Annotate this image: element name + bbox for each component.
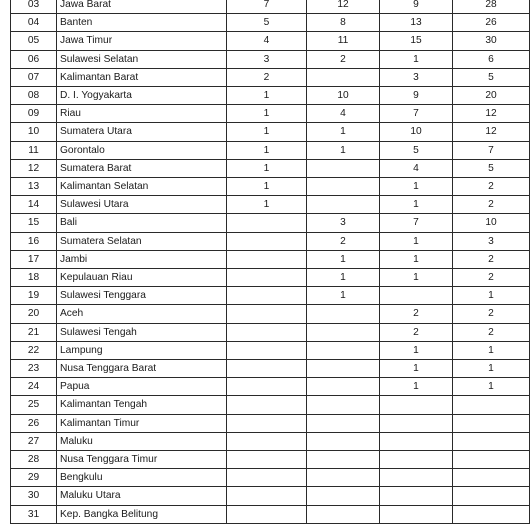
row-number-cell: 05	[11, 32, 57, 50]
value-cell-2: 2	[307, 232, 380, 250]
row-number-cell: 10	[11, 123, 57, 141]
value-cell-3: 1	[380, 196, 453, 214]
table-row	[11, 469, 530, 487]
table-row	[11, 0, 530, 14]
row-number-cell: 09	[11, 105, 57, 123]
value-cell-3	[380, 505, 453, 523]
value-cell-3: 1	[380, 378, 453, 396]
province-name-cell: Kalimantan Selatan	[57, 178, 227, 196]
row-number-cell: 23	[11, 360, 57, 378]
total-cell: 2	[453, 305, 530, 323]
total-cell: 7	[453, 141, 530, 159]
province-name-cell: Sulawesi Selatan	[57, 50, 227, 68]
value-cell-2: 1	[307, 269, 380, 287]
total-cell	[453, 451, 530, 469]
value-cell-2: 3	[307, 214, 380, 232]
value-cell-1	[227, 378, 307, 396]
value-cell-1	[227, 360, 307, 378]
row-number-cell: 24	[11, 378, 57, 396]
value-cell-1	[227, 505, 307, 523]
value-cell-2: 11	[307, 32, 380, 50]
table-row	[11, 432, 530, 450]
value-cell-3: 3	[380, 68, 453, 86]
table-row	[11, 360, 530, 378]
row-number-cell: 14	[11, 196, 57, 214]
value-cell-2	[307, 505, 380, 523]
value-cell-1	[227, 487, 307, 505]
row-number-cell: 26	[11, 414, 57, 432]
value-cell-2: 1	[307, 287, 380, 305]
table-row	[11, 396, 530, 414]
value-cell-3: 2	[380, 305, 453, 323]
table-row	[11, 305, 530, 323]
table-row	[11, 505, 530, 523]
value-cell-1: 1	[227, 196, 307, 214]
value-cell-1	[227, 269, 307, 287]
table-row	[11, 451, 530, 469]
total-cell: 10	[453, 214, 530, 232]
row-number-cell: 28	[11, 451, 57, 469]
province-name-cell: Banten	[57, 14, 227, 32]
value-cell-2	[307, 469, 380, 487]
value-cell-1	[227, 341, 307, 359]
value-cell-2	[307, 487, 380, 505]
table-row	[11, 232, 530, 250]
value-cell-1	[227, 432, 307, 450]
table-body	[11, 0, 530, 523]
total-cell: 30	[453, 32, 530, 50]
value-cell-3: 4	[380, 159, 453, 177]
total-cell: 5	[453, 159, 530, 177]
value-cell-2: 1	[307, 141, 380, 159]
value-cell-2	[307, 432, 380, 450]
value-cell-1: 1	[227, 105, 307, 123]
table-row	[11, 487, 530, 505]
total-cell: 1	[453, 341, 530, 359]
value-cell-2	[307, 159, 380, 177]
province-table	[10, 0, 530, 524]
value-cell-2: 2	[307, 50, 380, 68]
province-name-cell: Riau	[57, 105, 227, 123]
total-cell: 2	[453, 269, 530, 287]
province-name-cell: Nusa Tenggara Timur	[57, 451, 227, 469]
document-page	[10, 0, 530, 524]
value-cell-3	[380, 414, 453, 432]
row-number-cell: 17	[11, 250, 57, 268]
province-name-cell: Kalimantan Barat	[57, 68, 227, 86]
value-cell-3: 1	[380, 341, 453, 359]
total-cell: 6	[453, 50, 530, 68]
value-cell-3	[380, 287, 453, 305]
total-cell: 2	[453, 196, 530, 214]
row-number-cell: 12	[11, 159, 57, 177]
total-cell	[453, 487, 530, 505]
value-cell-3: 7	[380, 214, 453, 232]
table-row	[11, 50, 530, 68]
province-name-cell: Kepulauan Riau	[57, 269, 227, 287]
value-cell-1	[227, 305, 307, 323]
province-name-cell: Gorontalo	[57, 141, 227, 159]
table-row	[11, 250, 530, 268]
row-number-cell: 07	[11, 68, 57, 86]
value-cell-2: 4	[307, 105, 380, 123]
total-cell: 26	[453, 14, 530, 32]
value-cell-2: 1	[307, 250, 380, 268]
value-cell-2	[307, 360, 380, 378]
row-number-cell: 11	[11, 141, 57, 159]
table-row	[11, 196, 530, 214]
total-cell: 12	[453, 105, 530, 123]
value-cell-3: 9	[380, 0, 453, 14]
row-number-cell: 29	[11, 469, 57, 487]
row-number-cell: 27	[11, 432, 57, 450]
value-cell-3	[380, 451, 453, 469]
value-cell-3: 1	[380, 360, 453, 378]
total-cell: 1	[453, 360, 530, 378]
row-number-cell: 13	[11, 178, 57, 196]
value-cell-3	[380, 469, 453, 487]
total-cell: 5	[453, 68, 530, 86]
table-row	[11, 123, 530, 141]
province-name-cell: Jambi	[57, 250, 227, 268]
row-number-cell: 25	[11, 396, 57, 414]
value-cell-3: 9	[380, 87, 453, 105]
value-cell-1: 1	[227, 159, 307, 177]
table-row	[11, 159, 530, 177]
province-name-cell: Bengkulu	[57, 469, 227, 487]
province-name-cell: Sumatera Barat	[57, 159, 227, 177]
value-cell-1: 2	[227, 68, 307, 86]
table-row	[11, 287, 530, 305]
province-name-cell: Papua	[57, 378, 227, 396]
value-cell-1: 5	[227, 14, 307, 32]
total-cell: 2	[453, 178, 530, 196]
total-cell: 3	[453, 232, 530, 250]
total-cell: 12	[453, 123, 530, 141]
value-cell-2: 1	[307, 123, 380, 141]
province-name-cell: Sulawesi Tenggara	[57, 287, 227, 305]
province-name-cell: Bali	[57, 214, 227, 232]
value-cell-3: 15	[380, 32, 453, 50]
total-cell: 28	[453, 0, 530, 14]
value-cell-2	[307, 68, 380, 86]
value-cell-3: 1	[380, 50, 453, 68]
row-number-cell: 08	[11, 87, 57, 105]
value-cell-2	[307, 378, 380, 396]
province-name-cell: Nusa Tenggara Barat	[57, 360, 227, 378]
value-cell-2	[307, 305, 380, 323]
value-cell-1: 1	[227, 123, 307, 141]
value-cell-1	[227, 287, 307, 305]
value-cell-3: 5	[380, 141, 453, 159]
province-name-cell: Sulawesi Tengah	[57, 323, 227, 341]
value-cell-3: 2	[380, 323, 453, 341]
table-row	[11, 323, 530, 341]
table-row	[11, 269, 530, 287]
value-cell-1	[227, 250, 307, 268]
value-cell-1	[227, 414, 307, 432]
value-cell-1	[227, 214, 307, 232]
province-name-cell: Sumatera Utara	[57, 123, 227, 141]
value-cell-1: 1	[227, 87, 307, 105]
total-cell: 1	[453, 378, 530, 396]
total-cell: 1	[453, 287, 530, 305]
total-cell	[453, 396, 530, 414]
row-number-cell: 18	[11, 269, 57, 287]
value-cell-3	[380, 487, 453, 505]
total-cell	[453, 414, 530, 432]
table-row	[11, 141, 530, 159]
value-cell-1: 1	[227, 141, 307, 159]
row-number-cell: 22	[11, 341, 57, 359]
row-number-cell: 20	[11, 305, 57, 323]
value-cell-3: 7	[380, 105, 453, 123]
value-cell-1	[227, 323, 307, 341]
value-cell-1: 7	[227, 0, 307, 14]
total-cell: 2	[453, 250, 530, 268]
province-name-cell: Jawa Barat	[57, 0, 227, 14]
value-cell-3: 10	[380, 123, 453, 141]
province-name-cell: D. I. Yogyakarta	[57, 87, 227, 105]
province-name-cell: Kep. Bangka Belitung	[57, 505, 227, 523]
table-row	[11, 14, 530, 32]
row-number-cell: 04	[11, 14, 57, 32]
province-name-cell: Aceh	[57, 305, 227, 323]
value-cell-1: 3	[227, 50, 307, 68]
value-cell-2	[307, 414, 380, 432]
value-cell-2	[307, 323, 380, 341]
row-number-cell: 21	[11, 323, 57, 341]
row-number-cell: 19	[11, 287, 57, 305]
value-cell-3: 13	[380, 14, 453, 32]
table-row	[11, 32, 530, 50]
province-name-cell: Maluku	[57, 432, 227, 450]
row-number-cell: 06	[11, 50, 57, 68]
province-name-cell: Sulawesi Utara	[57, 196, 227, 214]
total-cell: 2	[453, 323, 530, 341]
table-row	[11, 414, 530, 432]
table-row	[11, 378, 530, 396]
row-number-cell: 03	[11, 0, 57, 14]
value-cell-1	[227, 469, 307, 487]
province-name-cell: Kalimantan Tengah	[57, 396, 227, 414]
value-cell-2	[307, 178, 380, 196]
value-cell-3: 1	[380, 178, 453, 196]
table-row	[11, 87, 530, 105]
value-cell-2	[307, 451, 380, 469]
table-row	[11, 214, 530, 232]
total-cell: 20	[453, 87, 530, 105]
table-row	[11, 68, 530, 86]
value-cell-3: 1	[380, 232, 453, 250]
total-cell	[453, 505, 530, 523]
value-cell-2: 10	[307, 87, 380, 105]
value-cell-3: 1	[380, 269, 453, 287]
value-cell-3: 1	[380, 250, 453, 268]
total-cell	[453, 469, 530, 487]
province-name-cell: Sumatera Selatan	[57, 232, 227, 250]
value-cell-2	[307, 341, 380, 359]
value-cell-3	[380, 432, 453, 450]
value-cell-1: 1	[227, 178, 307, 196]
value-cell-2: 12	[307, 0, 380, 14]
province-name-cell: Maluku Utara	[57, 487, 227, 505]
row-number-cell: 31	[11, 505, 57, 523]
value-cell-2: 8	[307, 14, 380, 32]
value-cell-2	[307, 196, 380, 214]
row-number-cell: 16	[11, 232, 57, 250]
value-cell-1	[227, 451, 307, 469]
province-name-cell: Kalimantan Timur	[57, 414, 227, 432]
province-name-cell: Lampung	[57, 341, 227, 359]
table-row	[11, 341, 530, 359]
value-cell-2	[307, 396, 380, 414]
table-row	[11, 178, 530, 196]
table-row	[11, 105, 530, 123]
total-cell	[453, 432, 530, 450]
value-cell-1: 4	[227, 32, 307, 50]
value-cell-1	[227, 232, 307, 250]
row-number-cell: 30	[11, 487, 57, 505]
row-number-cell: 15	[11, 214, 57, 232]
value-cell-1	[227, 396, 307, 414]
province-name-cell: Jawa Timur	[57, 32, 227, 50]
value-cell-3	[380, 396, 453, 414]
